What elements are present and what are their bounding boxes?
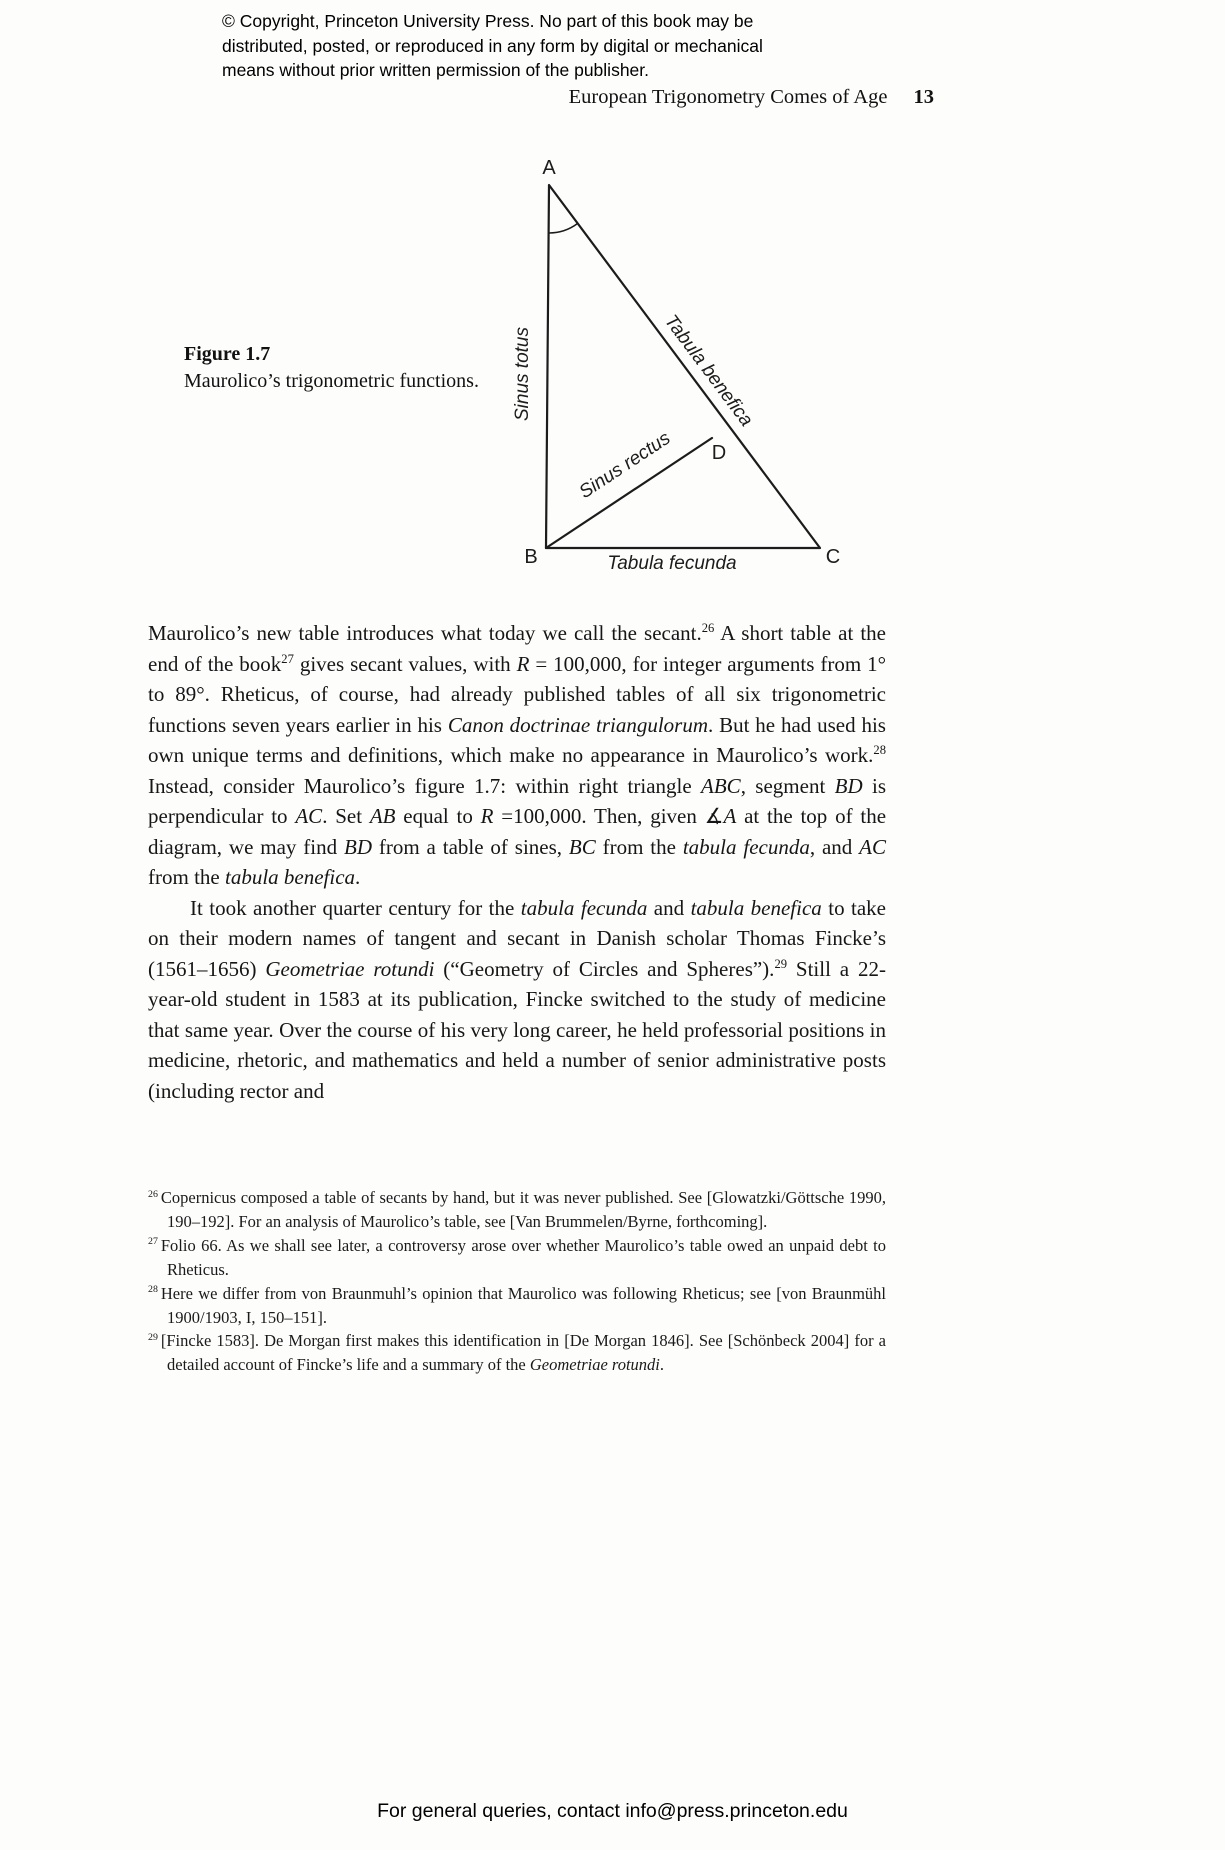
copyright-line: © Copyright, Princeton University Press. No part of this book may be bbox=[222, 11, 754, 31]
vertex-label-d: D bbox=[711, 442, 727, 464]
footnote bbox=[148, 1234, 886, 1282]
vertex-label-c: C bbox=[825, 546, 841, 568]
side-label-tabula-benefica: Tabula benefica bbox=[660, 310, 757, 431]
footnote bbox=[148, 1329, 886, 1377]
footnote-text: [Fincke 1583]. De Morgan first makes this identification in [De Morgan 1846]. See [Schönbeck 2004] for a detailed account of Fincke’s life and a summary of the Geometriae rotundi. bbox=[160, 1331, 886, 1375]
footnote-text: Here we differ from von Braunmuhl’s opinion that Maurolico was following Rheticus; see [von Braunmühl 1900/1903, I, 150–151]. bbox=[160, 1283, 886, 1327]
vertex-label-b: B bbox=[524, 546, 538, 568]
footnote bbox=[148, 1186, 886, 1234]
paragraph: Maurolico’s new table introduces what today we call the secant.$^{26}$ A short table at the end of the book$^{27}$ gives secant values, with R = 100,000, for integer arguments from 1° to 89°. Rheticus, of course, had already published tables of all six trigonometric functions seven years earlier in his Canon doctrinae triangulorum. But he had used his own unique terms and definitions, which make no appearance in Maurolico’s work.$^{28}$ Instead, consider Maurolico’s figure 1.7: within right triangle ABC, segment BD is perpendicular to AC. Set AB equal to R =100,000. Then, given ∡A at the top of the diagram, we may find BD from a table of sines, BC from the tabula fecunda, and AC from the tabula benefica. bbox=[148, 621, 887, 889]
figure-caption-label: Figure 1.7 bbox=[184, 343, 271, 365]
footnote bbox=[148, 1282, 886, 1330]
angle-arc-at-a bbox=[549, 223, 578, 233]
footnote-marker: 26 bbox=[148, 1188, 158, 1200]
footnote-marker: 27 bbox=[148, 1236, 158, 1248]
running-head bbox=[148, 86, 934, 109]
vertex-label-a: A bbox=[542, 157, 556, 179]
side-label-sinus-rectus: Sinus rectus bbox=[575, 427, 675, 504]
body-text bbox=[148, 618, 886, 1106]
footnote-text: Copernicus composed a table of secants by hand, but it was never published. See [Glowatzki/Göttsche 1990, 190–192]. For an analysis of Maurolico’s table, see [Van Brummelen/Byrne, forthcoming]. bbox=[160, 1188, 886, 1231]
footer-contact: For general queries, contact info@press.princeton.edu bbox=[377, 1800, 848, 1822]
footnotes bbox=[148, 1186, 886, 1377]
triangle-diagram bbox=[495, 148, 875, 593]
footnote-marker: 28 bbox=[148, 1284, 158, 1296]
copyright-line: distributed, posted, or reproduced in any form by digital or mechanical bbox=[222, 35, 763, 56]
figure-caption-text: Maurolico’s trigonometric functions. bbox=[184, 370, 479, 392]
page-number: 13 bbox=[913, 86, 934, 108]
footnote-text: Folio 66. As we shall see later, a controversy arose over whether Maurolico’s table owed an unpaid debt to Rheticus. bbox=[160, 1235, 886, 1279]
side-label-sinus-totus: Sinus totus bbox=[512, 327, 533, 421]
paragraph: It took another quarter century for the tabula fecunda and tabula benefica to take on their modern names of tangent and secant in Danish scholar Thomas Fincke’s (1561–1656) Geometriae rotundi (“Geometry of Circles and Spheres”).$^{29}$ Still a 22-year-old student in 1583 at its publication, Fincke switched to the study of medicine that same year. Over the course of his very long career, he held professorial positions in medicine, rhetoric, and mathematics and held a number of senior administrative posts (including rector and bbox=[148, 895, 886, 1103]
copyright-line: means without prior written permission of the publisher. bbox=[222, 60, 650, 80]
figure-caption bbox=[184, 341, 479, 395]
footnote-marker: 29 bbox=[148, 1331, 158, 1343]
chapter-title: European Trigonometry Comes of Age bbox=[568, 86, 888, 108]
copyright-notice bbox=[222, 9, 763, 83]
side-label-tabula-fecunda: Tabula fecunda bbox=[607, 553, 737, 574]
